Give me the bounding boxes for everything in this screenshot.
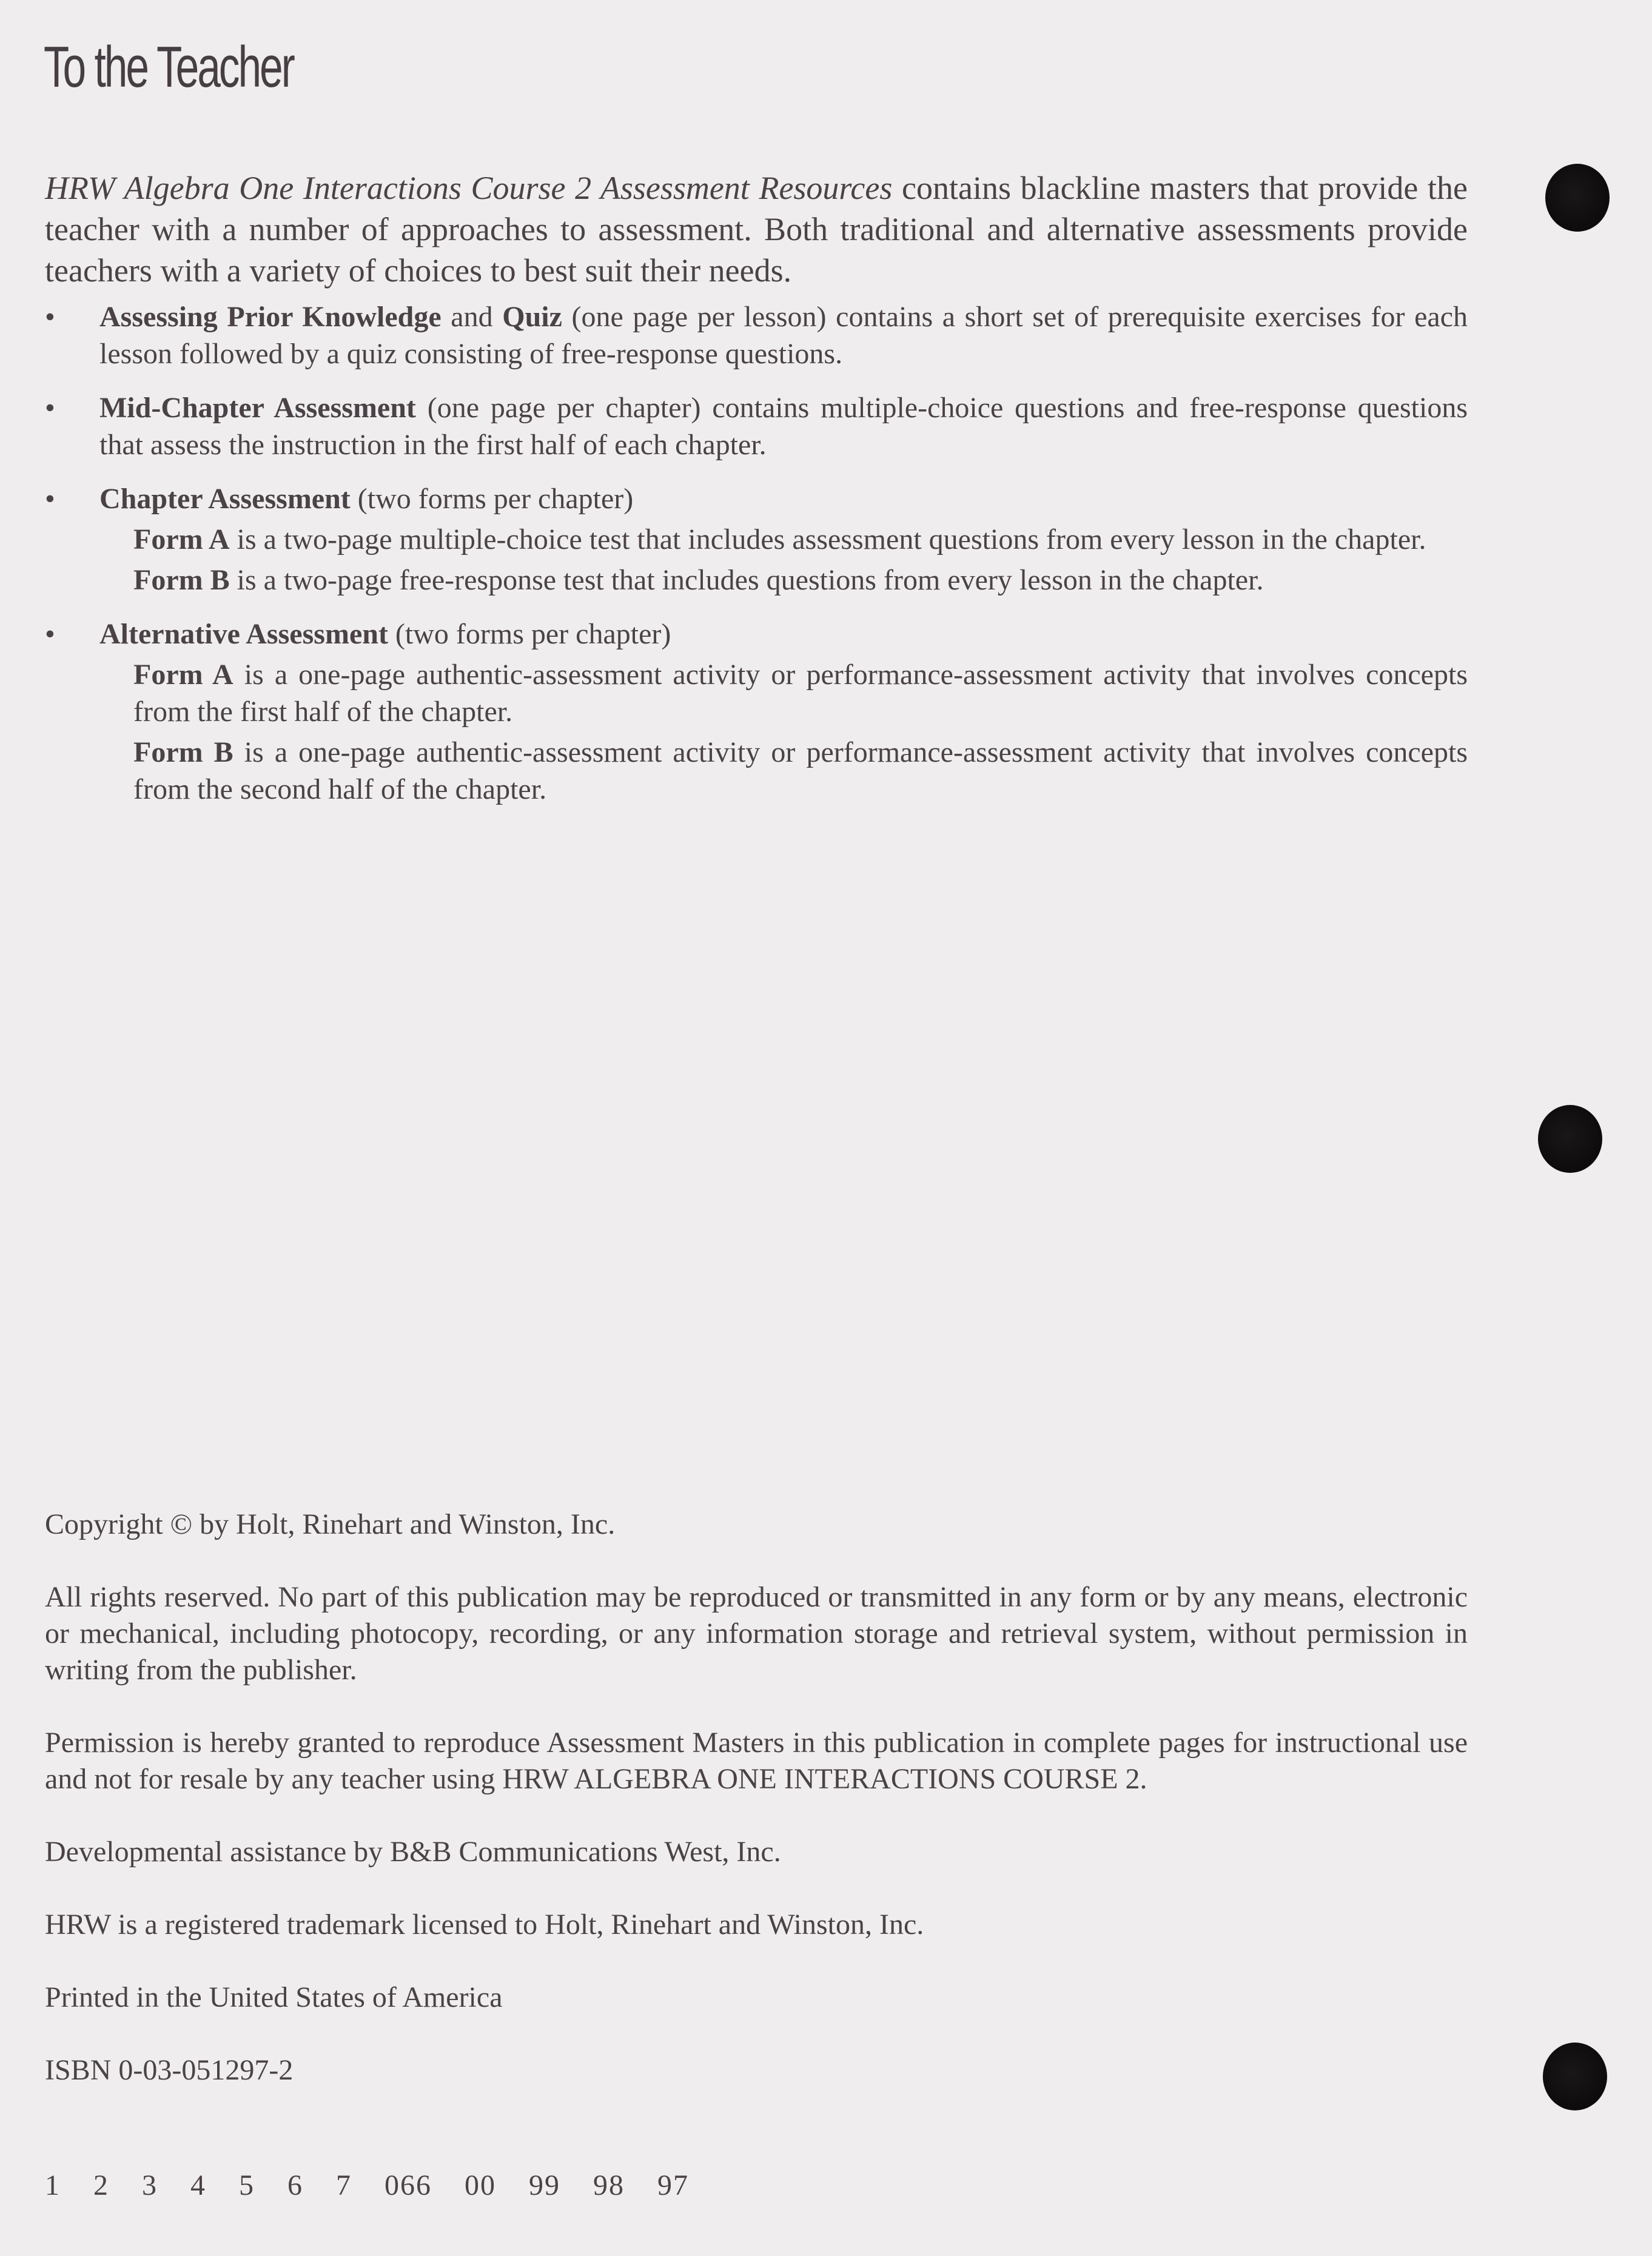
item-description: (two forms per chapter) (350, 483, 634, 515)
punch-hole-icon (1538, 1105, 1602, 1173)
book-title: HRW Algebra One Interactions Course 2 Assessment Resources (45, 170, 893, 206)
form-text: is a two-page multiple-choice test that includes assessment questions from every lesson in the chapter. (229, 523, 1426, 556)
list-item-prior-knowledge (45, 298, 1468, 372)
copyright-block (45, 1506, 1468, 2125)
form-b-description (99, 734, 1468, 808)
item-description: (two forms per chapter) (388, 618, 671, 650)
item-description: (one page per chapter) contains multiple-choice questions and free-response questions that assess the instruction in the first half of each chapter. (99, 392, 1468, 461)
bullet-icon: • (45, 301, 55, 333)
developmental-credit: Developmental assistance by B&B Communications West, Inc. (45, 1836, 781, 1868)
copyright-line: Copyright © by Holt, Rinehart and Winston, Inc. (45, 1508, 616, 1540)
printed-location: Printed in the United States of America (45, 1981, 503, 2013)
list-item-alternative-assessment (45, 616, 1468, 808)
item-connector: and (441, 301, 503, 333)
item-heading: Assessing Prior Knowledge (99, 301, 442, 333)
form-b-description (99, 562, 1468, 599)
item-description: (one page per lesson) contains a short set of prerequisite exercises for each lesson followed by a quiz consisting of free-response questions. (99, 301, 1468, 370)
punch-hole-icon (1545, 164, 1610, 232)
isbn-number: ISBN 0-03-051297-2 (45, 2054, 294, 2086)
form-text: is a two-page free-response test that includes questions from every lesson in the chapter. (229, 564, 1264, 596)
form-text: is a one-page authentic-assessment activity or performance-assessment activity that involves concepts from the first half of the chapter. (133, 659, 1468, 728)
trademark-notice: HRW is a registered trademark licensed to Holt, Rinehart and Winston, Inc. (45, 1909, 924, 1941)
item-heading: Chapter Assessment (99, 483, 351, 515)
bullet-icon: • (45, 392, 55, 424)
item-heading-quiz: Quiz (502, 301, 562, 333)
intro-text: contains blackline masters that provide the teacher with a number of approaches to assessment. Both traditional and alternative assessments provide teachers with a variety of choices to best suit their needs. (45, 170, 1468, 289)
permission-notice: Permission is hereby granted to reproduce Assessment Masters in this publication in complete pages for instructional use and not for resale by any teacher using HRW ALGEBRA ONE INTERACTIONS COURSE 2. (45, 1727, 1468, 1795)
list-item-mid-chapter (45, 389, 1468, 463)
assessment-list (45, 298, 1468, 825)
bullet-icon: • (45, 483, 55, 515)
print-line-numbers: 1 2 3 4 5 6 7 066 00 99 98 97 (45, 2169, 689, 2201)
bullet-icon: • (45, 618, 55, 650)
form-a-description (99, 656, 1468, 730)
rights-notice: All rights reserved. No part of this publication may be reproduced or transmitted in any form or by any means, electronic or mechanical, including photocopy, recording, or any information storage and retrieval system, without permission in writing from the publisher. (45, 1581, 1468, 1686)
form-label: Form A (133, 659, 233, 691)
item-heading: Mid-Chapter Assessment (99, 392, 416, 424)
page-title: To the Teacher (44, 35, 294, 99)
form-label: Form A (133, 523, 230, 556)
form-a-description (99, 521, 1468, 558)
item-heading: Alternative Assessment (99, 618, 388, 650)
form-label: Form B (133, 564, 230, 596)
form-label: Form B (133, 736, 233, 768)
intro-paragraph (45, 167, 1468, 291)
form-text: is a one-page authentic-assessment activity or performance-assessment activity that involves concepts from the second half of the chapter. (133, 736, 1468, 805)
list-item-chapter-assessment (45, 480, 1468, 599)
punch-hole-icon (1543, 2043, 1607, 2110)
